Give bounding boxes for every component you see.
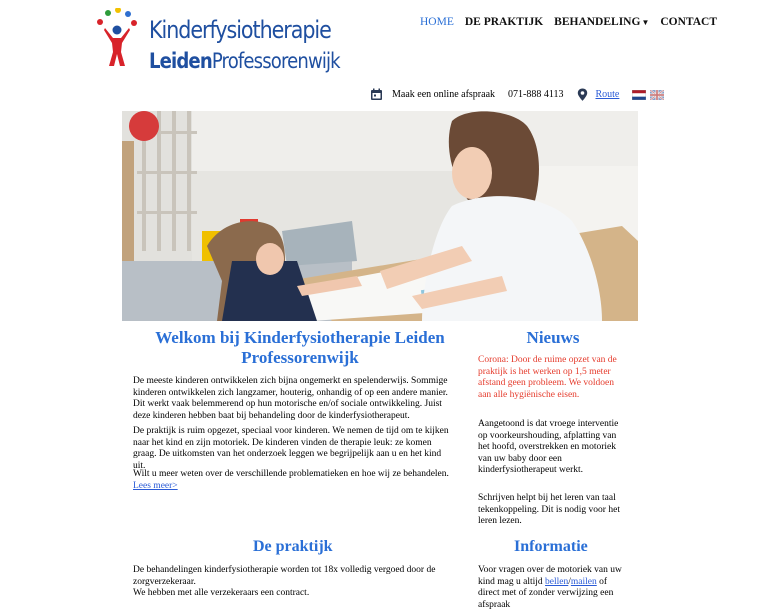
nav-de-praktijk[interactable]: DE PRAKTIJK: [464, 16, 544, 28]
nav-behandeling[interactable]: BEHANDELING▼: [554, 16, 650, 28]
praktijk-paragraph-1: De behandelingen kinderfysiotherapie worden tot 18x volledig vergoed door de zorgverzekeraar.: [133, 565, 436, 587]
uk-flag-icon[interactable]: [650, 90, 664, 100]
dutch-flag-icon[interactable]: [632, 90, 646, 100]
welcome-paragraph-3: Wilt u meer weten over de verschillende problematieken en hoe wij ze behandelen. Lees meer>: [133, 469, 449, 491]
logo-subtitle: LeidenProfessorenwijk: [149, 49, 340, 73]
welcome-paragraph-1: De meeste kinderen ontwikkelen zich bijna ongemerkt en spelenderwijs. Sommige kinderen ontwikkelen zich langzamer, houterig, onhandig of op een andere manier. Dit werkt vaak belemmerend op hun motorische en/of sociale ontwikkeling. Juist deze kinderen hebben baat bij behandeling door de kinderfysiotherapeut.: [133, 376, 448, 421]
news-item-baby: Aangetoond is dat vroege interventie op voorkeurshouding, afplatting van het hoofd, overstrekken en motoriek van uw baby door een kinderfysiotherapeut werkt.: [478, 419, 619, 475]
map-pin-icon: [576, 88, 589, 101]
praktijk-paragraph-2: We hebben met alle verzekeraars een contract.: [133, 588, 310, 598]
news-title: Nieuws: [526, 328, 580, 347]
calendar-icon: [370, 88, 383, 101]
read-more-link[interactable]: Lees meer>: [133, 480, 178, 491]
phone-number[interactable]: 071-888 4113: [508, 89, 564, 100]
praktijk-title: De praktijk: [253, 538, 333, 555]
hero-photo: [122, 111, 638, 321]
logo-title: Kinderfysiotherapie: [149, 16, 331, 44]
main-nav: [420, 16, 728, 28]
nav-contact[interactable]: CONTACT: [660, 16, 718, 28]
contact-bar: [370, 88, 668, 101]
site-logo[interactable]: [97, 8, 340, 73]
route-link[interactable]: Route: [595, 89, 620, 100]
info-title: Informatie: [514, 538, 588, 555]
juggler-logo-icon: [97, 8, 137, 68]
welcome-paragraph-2: De praktijk is ruim opgezet, speciaal voor kinderen. We nemen de tijd om te kijken naar het kind en zijn motoriek. De kinderen vinden de therapie leuk: ze komen graag. De uitkomsten van het onderzoek leggen we begrijpelijk aan u en het kind uit.: [133, 426, 449, 471]
mail-link[interactable]: mailen: [570, 576, 597, 587]
news-item-corona: Corona: Door de ruime opzet van de praktijk is het werken op 1,5 meter afstand geen probleem. We voldoen aan alle hygiënische eisen.: [478, 355, 617, 400]
online-appointment-link[interactable]: Maak een online afspraak: [392, 89, 496, 100]
news-item-writing: Schrijven helpt bij het leren van taal tekenkoppeling. Dit is nodig voor het leren lezen.: [478, 493, 620, 526]
welcome-title: Welkom bij Kinderfysiotherapie Leiden Professorenwijk: [155, 328, 445, 367]
nav-home[interactable]: HOME: [420, 16, 454, 28]
chevron-down-icon: ▼: [641, 18, 650, 27]
info-paragraph: Voor vragen over de motoriek van uw kind mag u altijd bellen/mailen of direct met of zonder verwijzing een afspraak: [478, 565, 622, 610]
call-link[interactable]: bellen: [545, 576, 569, 587]
